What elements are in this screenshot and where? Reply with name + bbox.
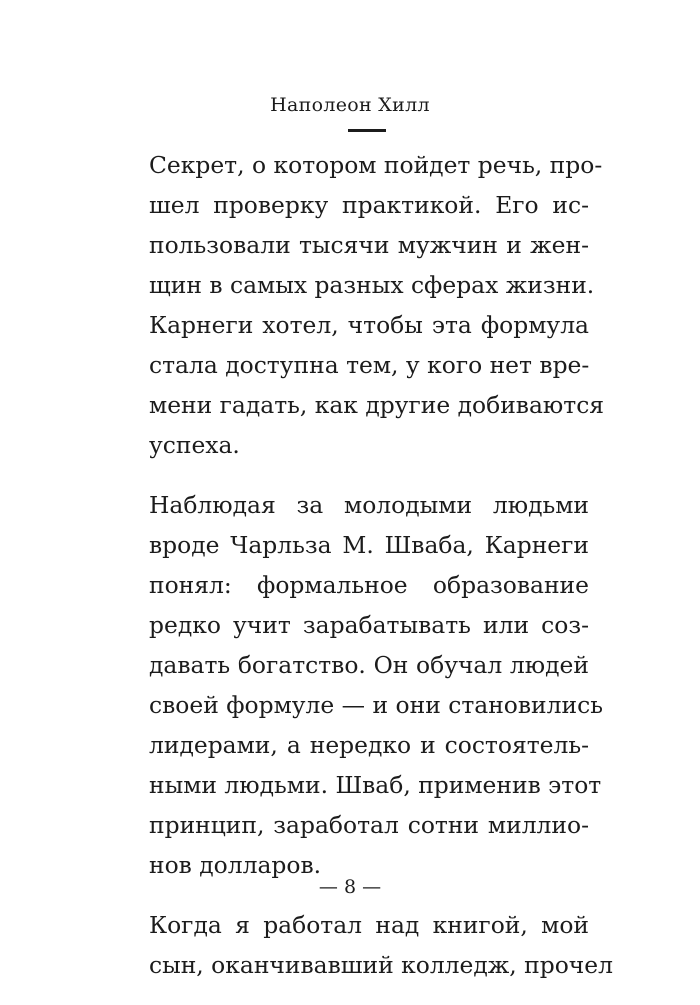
paragraph-3 bbox=[149, 905, 613, 985]
text-line: щин в самых разных сферах жизни. bbox=[149, 271, 595, 299]
text-line: успеха. bbox=[149, 431, 240, 459]
paragraph-2 bbox=[149, 485, 603, 885]
text-line: Наблюдая за молодыми людьми bbox=[149, 491, 589, 519]
text-line: редко учит зарабатывать или соз- bbox=[149, 611, 589, 639]
text-line: стала доступна тем, у кого нет вре- bbox=[149, 351, 590, 379]
text-line: вроде Чарльза М. Шваба, Карнеги bbox=[149, 531, 589, 559]
text-line: шел проверку практикой. Его ис- bbox=[149, 191, 589, 219]
text-line: Когда я работал над книгой, мой bbox=[149, 911, 589, 939]
text-line: Карнеги хотел, чтобы эта формула bbox=[149, 311, 589, 339]
text-line: пользовали тысячи мужчин и жен- bbox=[149, 231, 589, 259]
text-line: ными людьми. Шваб, применив этот bbox=[149, 771, 602, 799]
text-line: Секрет, о котором пойдет речь, про- bbox=[149, 151, 603, 179]
header-rule bbox=[348, 129, 386, 132]
text-line: сын, оканчивавший колледж, прочел bbox=[149, 951, 613, 979]
text-line: принцип, заработал сотни миллио- bbox=[149, 811, 589, 839]
text-line: своей формуле — и они становились bbox=[149, 691, 603, 719]
text-line: лидерами, а нередко и состоятель- bbox=[149, 731, 589, 759]
page-number: — 8 — bbox=[318, 876, 382, 898]
text-line: понял: формальное образование bbox=[149, 571, 589, 599]
running-head-author: Наполеон Хилл bbox=[270, 94, 430, 116]
paragraph-1 bbox=[149, 145, 605, 465]
text-line: нов долларов. bbox=[149, 851, 322, 879]
text-line: мени гадать, как другие добиваются bbox=[149, 391, 605, 419]
text-line: давать богатство. Он обучал людей bbox=[149, 651, 589, 679]
